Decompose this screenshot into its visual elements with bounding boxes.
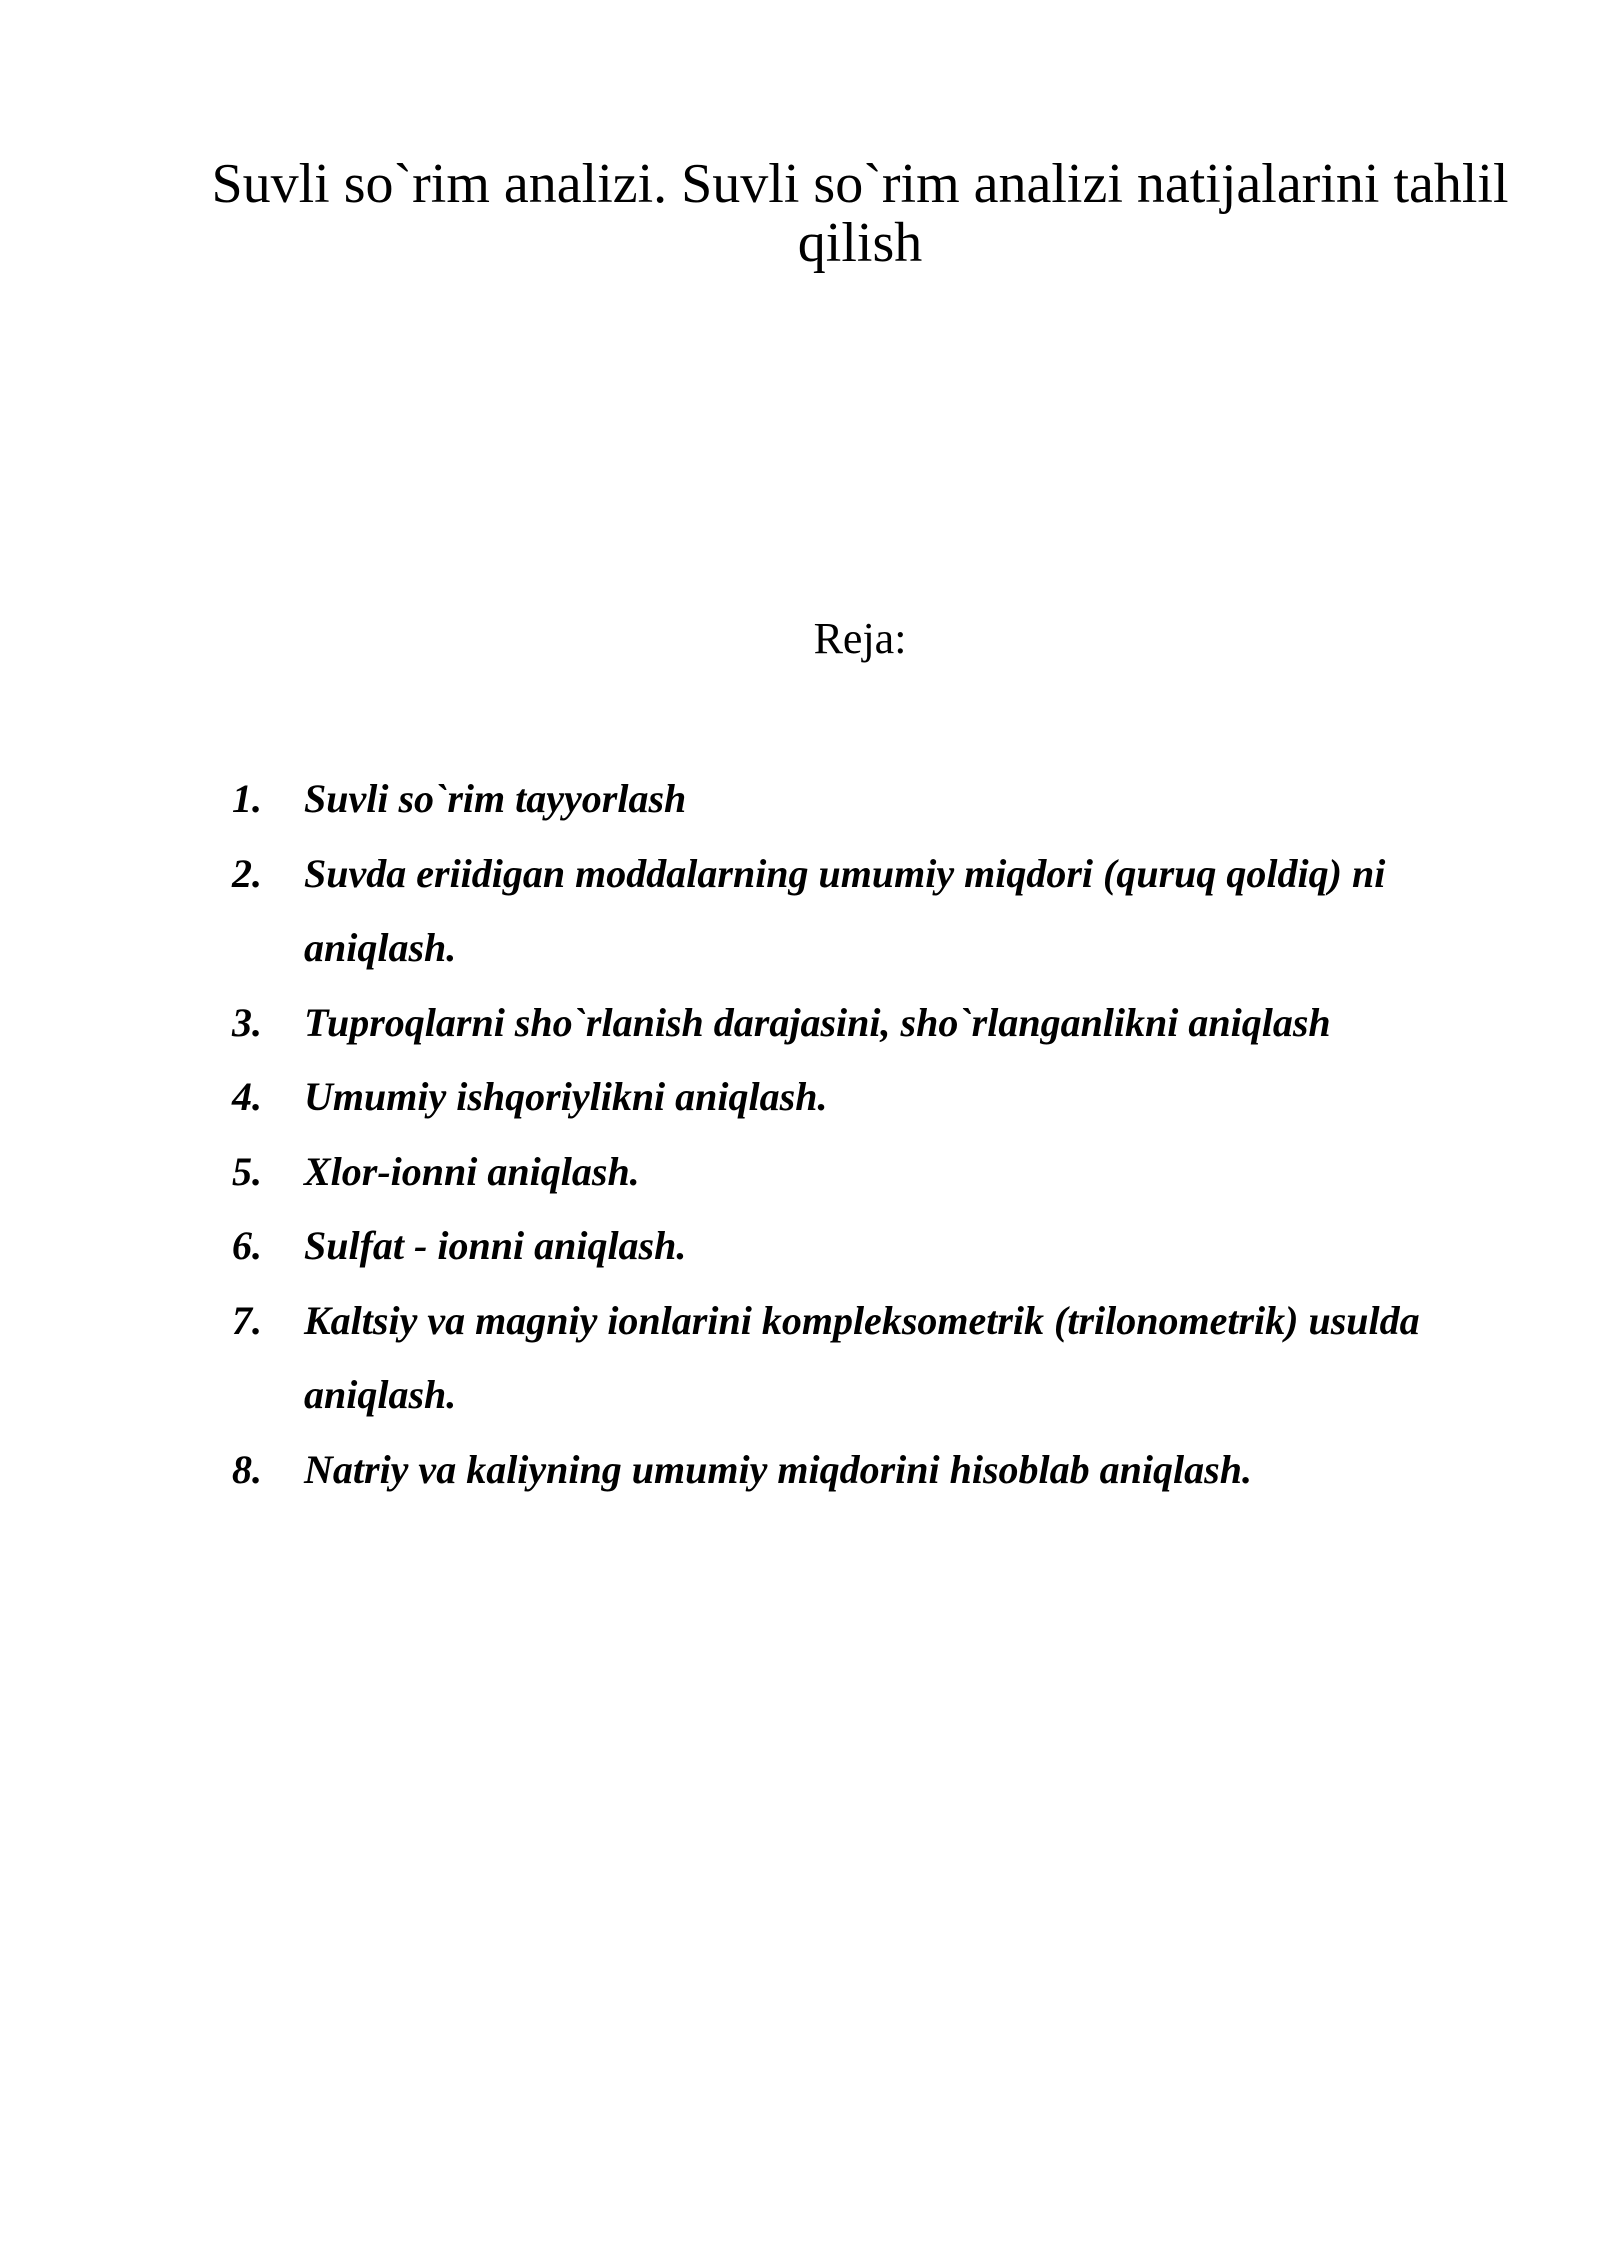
plan-list (232, 762, 1502, 1507)
list-item-text: Natriy va kaliyning umumiy miqdorini hisoblab aniqlash. (304, 1446, 1252, 1492)
page-title: Suvli so`rim analizi. Suvli so`rim analizi natijalarini tahlil qilish (211, 153, 1509, 274)
list-item-number: 7. (232, 1297, 262, 1343)
list-item (232, 1060, 1502, 1135)
list-item (232, 762, 1502, 837)
list-item-number: 3. (232, 999, 262, 1045)
list-item (232, 986, 1502, 1061)
list-item-text: Xlor-ionni aniqlash. (304, 1148, 640, 1194)
list-item-number: 4. (232, 1074, 262, 1119)
list-item (232, 1284, 1502, 1433)
list-item-text: Suvli so`rim tayyorlash (304, 776, 687, 821)
list-item-number: 1. (232, 776, 262, 821)
list-item-number: 5. (232, 1148, 262, 1194)
list-item-number: 2. (232, 850, 262, 896)
list-item (232, 837, 1502, 986)
list-item-text: Suvda eriidigan moddalarning umumiy miqdori (quruq qoldiq) ni aniqlash. (304, 850, 1386, 970)
list-item-text: Tuproqlarni sho`rlanish darajasini, sho`rlanganlikni aniqlash (304, 999, 1331, 1045)
list-item-text: Umumiy ishqoriylikni aniqlash. (304, 1074, 828, 1119)
list-item-text: Sulfat - ionni aniqlash. (304, 1223, 687, 1268)
plan-heading: Reja: (813, 614, 907, 663)
list-item (232, 1433, 1502, 1508)
list-item (232, 1209, 1502, 1284)
list-item (232, 1135, 1502, 1210)
list-item-number: 8. (232, 1446, 262, 1492)
list-item-text: Kaltsiy va magniy ionlarini kompleksometrik (trilonometrik) usulda aniqlash. (304, 1297, 1420, 1417)
list-item-number: 6. (232, 1223, 262, 1268)
